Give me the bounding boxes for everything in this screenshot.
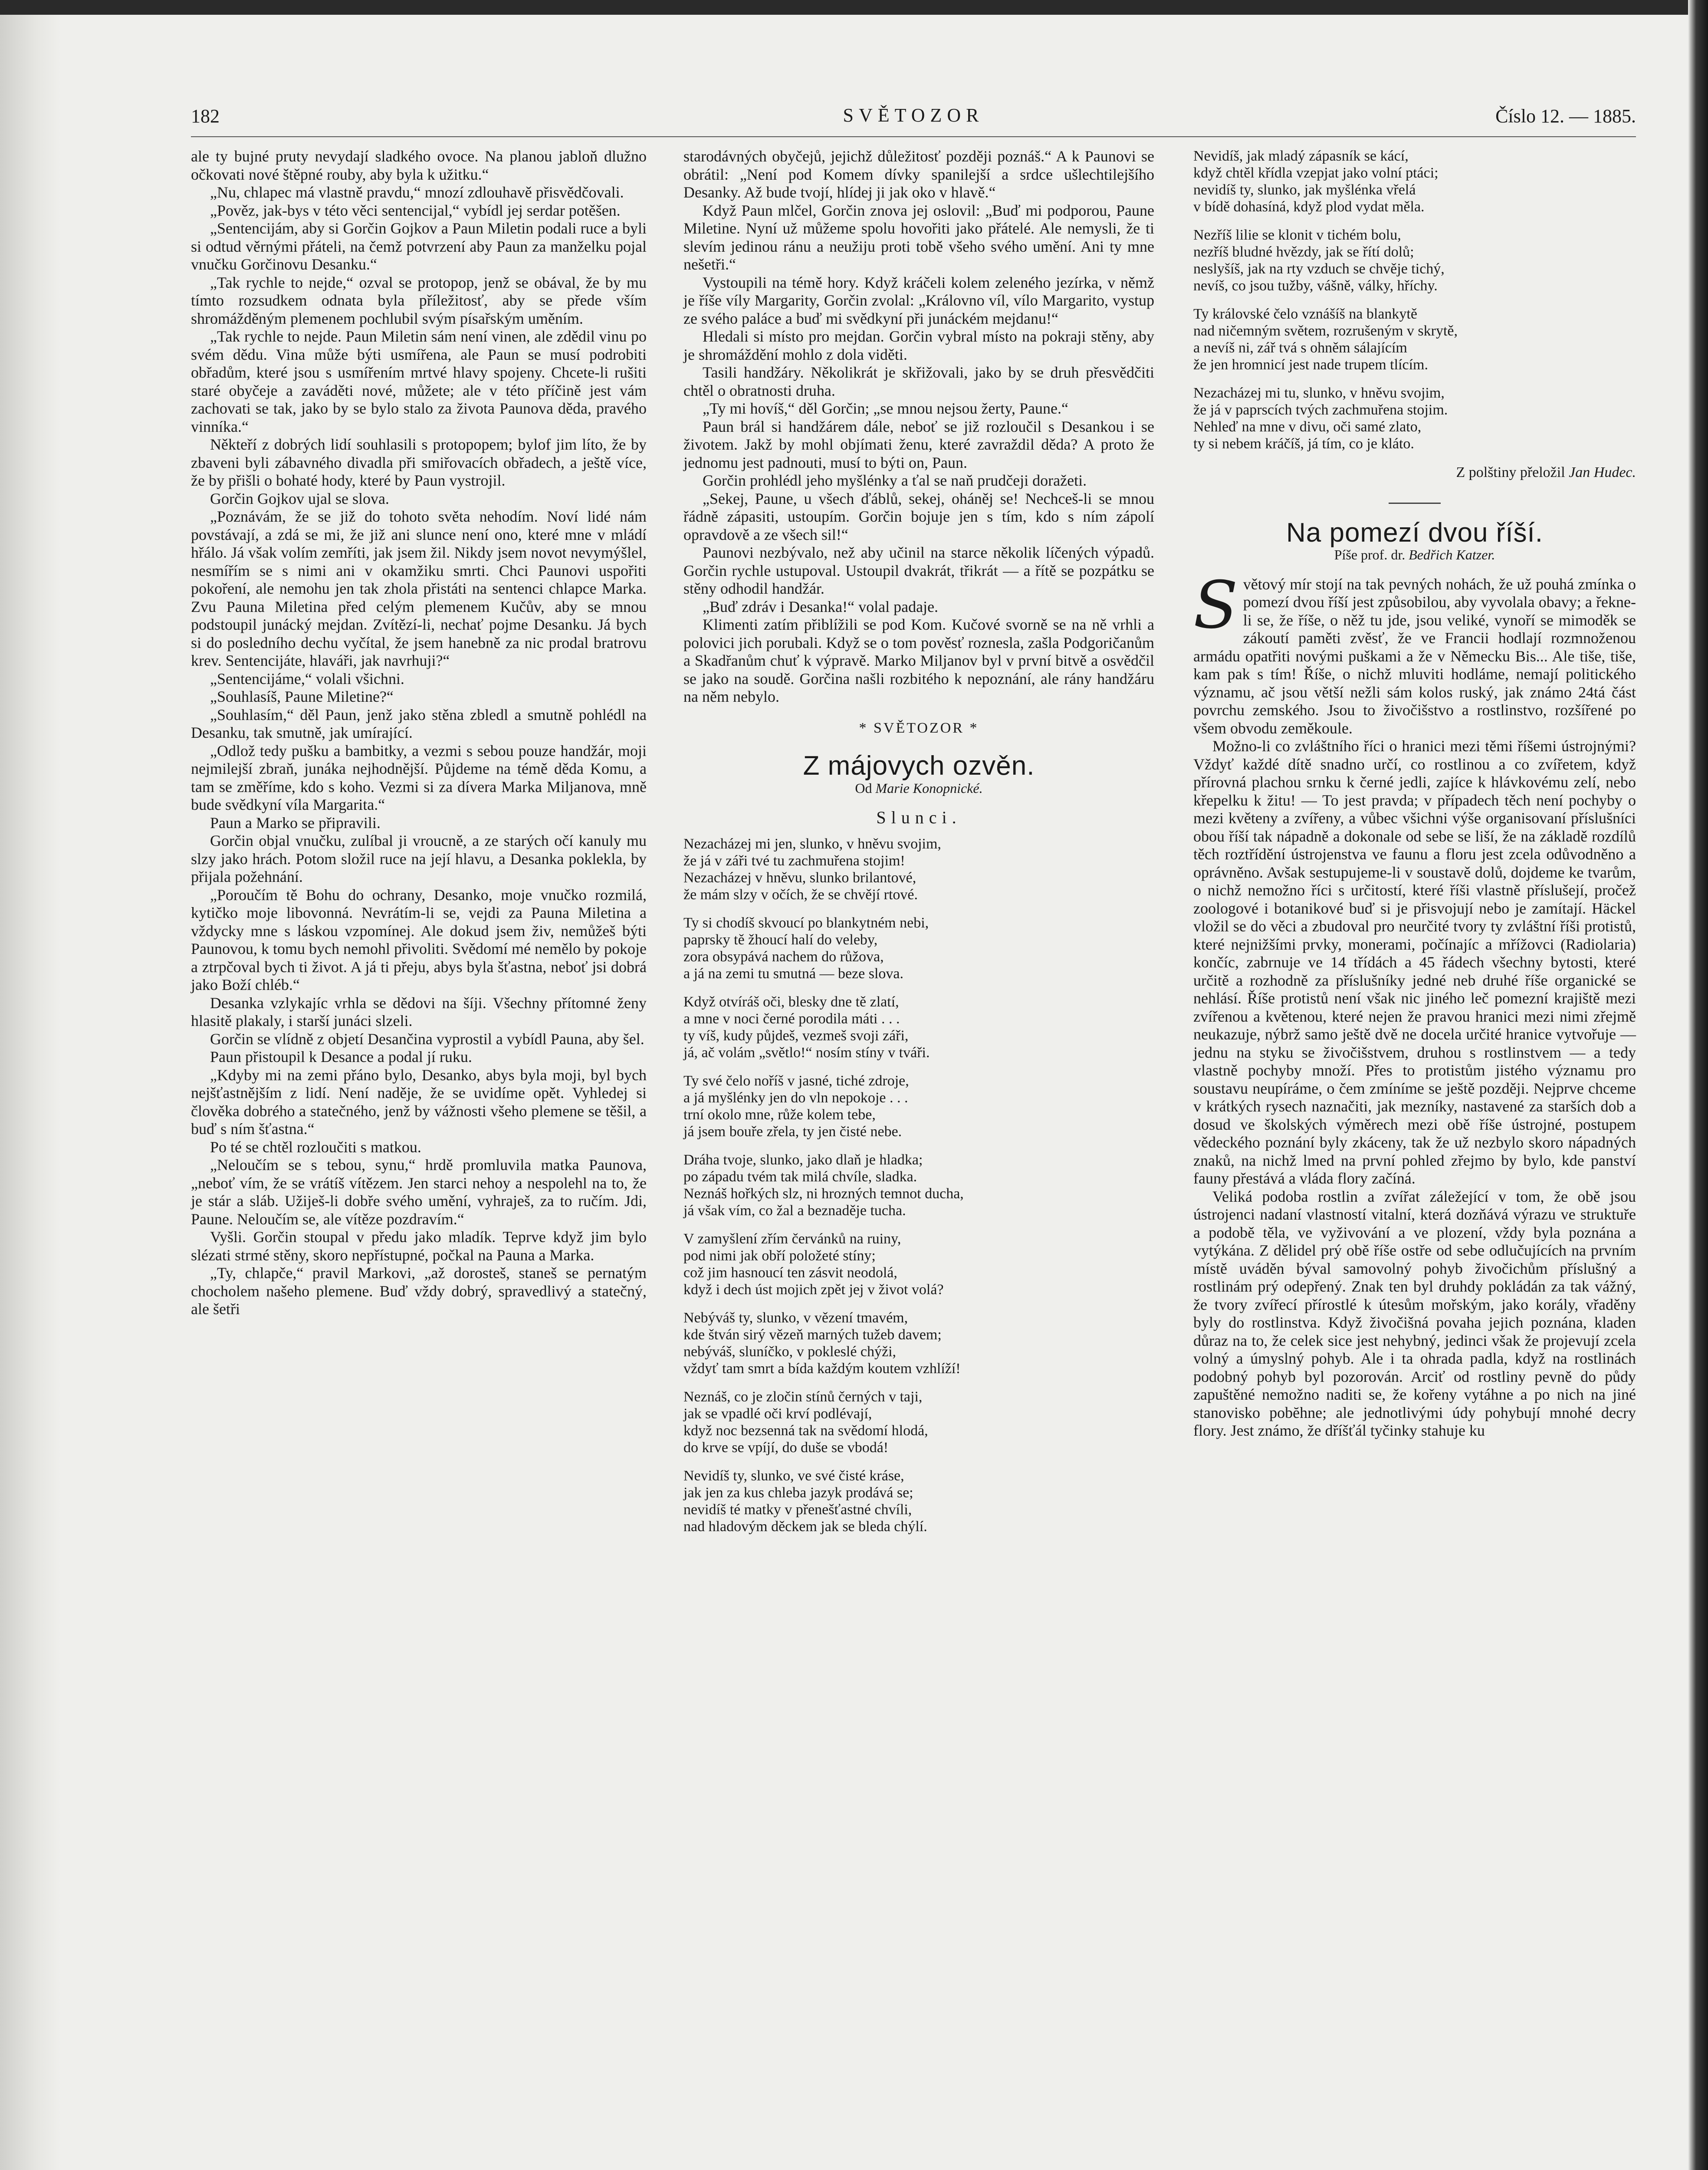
paragraph: Paunovi nezbývalo, než aby učinil na starce několik líčených výpadů. Gorčin rychle ustupoval. Ustoupil dvakrát, třikrát — a řítě se pozpátku se stěny odhodil handžár. xyxy=(683,544,1154,597)
verse-line: Ty své čelo noříš v jasné, tiché zdroje, xyxy=(683,1072,909,1089)
section-separator: * SVĚTOZOR * xyxy=(859,720,979,736)
verse-line: nevidíš té matky v přenešťastné chvíli, xyxy=(683,1501,912,1518)
verse-line: jak se vpadlé oči krví podlévají, xyxy=(683,1405,872,1422)
paragraph: „Ty, chlapče,“ pravil Markovi, „až dorosteš, staneš se pernatým chocholem našeho plemene. Buď vždy dobrý, spravedlivý a statečný, ale šetři xyxy=(191,1264,647,1318)
paragraph: Klimenti zatím přiblížili se pod Kom. Kučové svorně se na ně vrhli a polovici jich porubali. Když se o tom pověsť roznesla, zašla Podgoričanům a Skadřanům chuť k výpravě. Marko Miljanov byl v první bitvě a osvědčil se jako na soudě. Gorčina našli rozbitého k nepoznání, ale rány handžáru na něm nebylo. xyxy=(683,616,1154,705)
verse-line: nezříš bludné hvězdy, jak se řítí dolů; xyxy=(1193,244,1414,260)
verse-line: v bídě dohasíná, když plod vydat měla. xyxy=(1193,199,1425,215)
article-paragraph xyxy=(1193,567,1636,738)
verse-line: když chtěl křídla vzepjat jako volní ptáci; xyxy=(1193,165,1439,181)
article-paragraph: Veliká podoba rostlin a zvířat záležející v tom, že obě jsou ústrojenci nadaní vlastností vitalní, která dozňává výrazu ve struktuře a podobě těla, ve vyživování a ve plození, vždy byla poznána a vytýkána. Z dělidel prý obě říše ostře od sebe odlučujících na prvním místě uváděn býval samovolný pohyb živočichům příslušný a rostlinám prý odepřený. Znak ten byl druhdy pokládán za tak vážný, že tvory zvířecí přírostlé k útesům mořským, jako korály, vřaděny byly do rostlinstva. Když živočišná povaha jejich poznána, kladen důraz na to, že celek sice jest nehybný, jedinci však že projevují zcela volný a úmyslný pohyb. Ale i ta ohrada padla, když na rostlinách podobný pohyb byl pozorován. Arciť od rostliny pevně do půdy zapuštěné nemožno naditi se, že kořeny vytáhne a po nich na jiné stanovisko pobĕhne; ale jednotlivými údy pohybují mnohé decry flory. Jest známo, že dříšťál tyčinky stahuje ku xyxy=(1193,1187,1636,1439)
article-author: Bedřich Katzer. xyxy=(1409,547,1495,562)
poem-byline-prefix: Od xyxy=(855,780,872,796)
stanza xyxy=(1193,306,1636,373)
verse-line: já, ač volám „světlo!“ nosím stíny v tváři. xyxy=(683,1044,930,1061)
stanza xyxy=(683,1388,1154,1456)
verse-line: V zamyšlení zřím červánků na ruiny, xyxy=(683,1230,901,1247)
verse-line: Ty královské čelo vznášíš na blankytě xyxy=(1193,306,1417,322)
article-paragraph: Možno-li co zvláštního říci o hranici mezi těmi říšemi ústrojnými? Vždyť každé dítě snadno určí, co rostlinou a co zvířetem, když přírovná plachou srnku k černé jedli, zajíce k hlávkovému zelí, nebo křepelku k žitu! — To jest pravda; v případech těch není pochyby o mezi květeny a zvířeny, a vůbec všichni výše organisovaní příslušníci obou říší tak nápadně a dokonale od sebe se liší, že na základě rozdílů těch roztřídění ústrojenstva ve faunu a floru jest zcela odůvodněno a oprávněno. Avšak sestupujeme-li v soustavě dolů, dojdeme ke tvarům, o nichž nemožno říci s určitostí, které říši vlastně příslušejí, pročež zoologové i botanikové buď si je přisvojují nebo je zamítají. Häckel vložil se do věci a zbudoval pro neurčité tvory ty zvláštní říši protistů, které nejnižšími prvky, monerami, počínajíc a mřížovci (Radiolaria) končíc, zabrnuje ve 14 třídách a 45 řádech všechny bytosti, které určitě a rozhodně za příslušníky jedné neb druhé říše organické se nehlásí. Říše protistů není však nic jiného leč pomezní krajiště mezi zvířenou a květenou, které nejen že pravou hranici mezi nimi zřejmě neukazuje, nýbrž samo ještě dvě ne docela určité hranice vytvořuje — jednu na styku se živočišstvem, druhou s rostlinstvem — a tedy vlastně pochyby množí. Přes to protistům jistého významu pro soustavu neupíráme, o čem zmíníme se ještě později. Nejprve chceme v krátkých rysech naznačiti, jak mezníky, nastavené za starších dob a dosud ve školských výměrech mezi obě říše ústrojné, postupem vědeckého poznání byly zkáceny, tak že už nezbylo skoro nápadných znaků, na nichž lmed na první pohled zřejmo by bylo, kde panství fauny přestává a vláda flory začíná. xyxy=(1193,737,1636,1187)
paragraph: Když Paun mlčel, Gorčin znova jej oslovil: „Buď mi podporou, Paune Miletine. Nyní už můžeme spolu hovořiti jako přátelé. Ale nemysli, že ti slevím jedinou ránu a neužiju proti tobě všeho svého umění. Ani ty mne nešetři.“ xyxy=(683,201,1154,273)
verse-line: vždyť tam smrt a bída každým koutem vzhlíží! xyxy=(683,1360,961,1377)
page-binding-shadow xyxy=(0,0,61,2170)
article-divider xyxy=(1389,503,1441,504)
stanza xyxy=(683,1151,1154,1219)
verse-line: a mne v noci černé porodila máti . . . xyxy=(683,1010,900,1027)
header-rule xyxy=(191,136,1636,137)
article-text: větový mír stojí na tak pevných nohách, že už pouhá zmínka o pomezí dvou říší jest způsobilou, aby vyvolala obavy; a řekne-li se, že říše, o něž tu jde, jsou veliké, vynoří se mimoděk se zákoutí paměti zvěsť, že ve Francii hodlají rozmnoženou armádu opatřiti novými puškami a že v Německu Bis... Ale tiše, tiše, kam pak s tím! Říše, o nichž mluviti hodláme, nemají politického významu, ač jsou větší nežli sám kolos ruský, jak známo 24tá část povrchu zemského. Jsou to živočišstvo a rostlinstvo, rozšířené po všem obvodu zeměkoule. xyxy=(1193,575,1636,737)
poem-subtitle: Slunci. xyxy=(876,808,962,827)
paragraph: „Odlož tedy pušku a bambitky, a vezmi s sebou pouze handžár, moji nejmilejší zbraň, junáka nejhodnější. Půjdeme na témě děda Komu, a tam se změříme, kdo s koho. Vezmi si za dívera Marka Miljanova, mně bude svědkyní víla Margarita.“ xyxy=(191,742,647,813)
scan-top-edge xyxy=(0,0,1708,15)
stanza xyxy=(683,993,1154,1061)
paragraph: „Nu, chlapec má vlastně pravdu,“ mnozí zdlouhavě přisvědčovali. xyxy=(210,184,624,201)
verse-line: Nevidíš ty, slunko, ve své čisté kráse, xyxy=(683,1467,904,1484)
stanza xyxy=(683,1309,1154,1377)
paragraph: „Souhlasíš, Paune Miletine?“ xyxy=(210,688,394,705)
verse-line: že já v záři tvé tu zachmuřena stojim! xyxy=(683,852,905,869)
verse-line: Neznáš hořkých slz, ni hrozných temnot ducha, xyxy=(683,1185,964,1202)
verse-line: a já na zemi tu smutná — beze slova. xyxy=(683,965,903,982)
paragraph: „Poznávám, že se již do tohoto světa nehodím. Noví lidé nám povstávají, a zdá se mi, že již ani slunce není ono, které mne v mládí hřálo. Já však volím zemříti, jak jsem žil. Nikdy jsem novot nevymýšlel, nesmířím se s nimi ani v okamžiku smrti. Chci Paunovi uspořiti pokoření, ale nemohu jen tak zhola přistáti na sentenci chlapce Marka. Zvu Pauna Miletina před celým plemenem Kučův, aby se mnou podstoupil junácký mejdan. Zvítězí-li, nechať pojme Desanku. Já bych si do posledního dechu vyčítal, že jsem hanebně za nic prodal bratrovu krev. Sentencijáte, hlaváři, jak navrhuji?“ xyxy=(191,508,647,669)
verse-line: když i dech úst mojich zpět jej v život volá? xyxy=(683,1281,944,1298)
paragraph: Vyšli. Gorčin stoupal v předu jako mladík. Teprve když jim bylo slézati strmé stěny, skoro nepřístupné, počkal na Pauna a Marka. xyxy=(191,1228,647,1264)
translator-credit xyxy=(1193,464,1636,482)
verse-line: že jen hromnicí jest nade trupem tlícím. xyxy=(1193,357,1428,373)
verse-line: Ty si chodíš skvoucí po blankytném nebi, xyxy=(683,914,929,931)
paragraph: „Tak rychle to nejde,“ ozval se protopop, jenž se obával, že by mu tímto rozsudkem odnata byla příležitosť, aby se přede vším shromážděným plemenem pochlubil svým písařským uměním. xyxy=(191,273,647,327)
verse-line: Dráha tvoje, slunko, jako dlaň je hladka; xyxy=(683,1151,923,1168)
verse-line: trní okolo mne, růže kolem tebe, xyxy=(683,1106,876,1123)
verse-line: nebýváš, sluníčko, v pokleslé chýži, xyxy=(683,1343,897,1360)
verse-line: nad ničemným světem, rozrušeným v skrytě, xyxy=(1193,323,1458,339)
paragraph: Gorčin prohlédl jeho myšlénky a ťal se naň prudčeji doražeti. xyxy=(703,472,1087,489)
paragraph: Paun přistoupil k Desance a podal jí ruku. xyxy=(210,1048,472,1065)
paragraph: Gorčin objal vnučku, zulíbal ji vroucně, a ze starých očí kanuly mu slzy jako hrách. Potom složil ruce na její hlavu, a Desanka poklekla, by přijala požehnání. xyxy=(191,832,647,885)
verse-line: já jsem bouře zřela, ty jen čisté nebe. xyxy=(683,1123,902,1140)
verse-line: po západu tvém tak milá chvíle, sladka. xyxy=(683,1168,917,1185)
paragraph: Paun a Marko se připravili. xyxy=(210,814,381,832)
poem-stanzas-continued xyxy=(1193,148,1636,452)
paragraph: ale ty bujné pruty nevydají sladkého ovoce. Na planou jabloň dlužno očkovati nové štěpné rouby, aby byla k užitku.“ xyxy=(191,148,647,183)
paragraph: Gorčin se vlídně z objetí Desančina vyprostil a vybídl Pauna, aby šel. xyxy=(210,1030,644,1048)
article-title: Na pomezí dvou říší. xyxy=(1286,517,1544,548)
paragraph: Tasili handžáry. Několikrát je skřižovali, jako by se druh přesvědčiti chtěl o obratnosti druha. xyxy=(683,364,1154,399)
paragraph: „Souhlasím,“ děl Paun, jenž jako stěna zbledl a smutně pohlédl na Desanku, tak smutně, jak umírající. xyxy=(191,706,647,741)
verse-line: Nezacházej v hněvu, slunko brilantové, xyxy=(683,869,916,886)
verse-line: Nehleď na mne v divu, oči samé zlato, xyxy=(1193,419,1422,435)
verse-line: nevidíš ty, slunko, jak myšlénka vřelá xyxy=(1193,182,1416,198)
verse-line: jak jen za kus chleba jazyk prodává se; xyxy=(683,1484,913,1501)
column-1 xyxy=(191,148,647,1318)
verse-line: pod nimi jak obří položeté stíny; xyxy=(683,1247,876,1264)
stanza xyxy=(683,835,1154,903)
paragraph: „Sekej, Paune, u všech ďáblů, sekej, oháněj se! Nechceš-li se mnou řádně zápasiti, ustoupím. Gorčin bojuje jen s tím, kdo s ním zápolí opravdově a ze všech sil!“ xyxy=(683,490,1154,543)
paragraph: „Sentencijám, aby si Gorčin Gojkov a Paun Miletin podali ruce a byli si odtud věrnými přáteli, na čemž potvrzení aby Paun za manželku pojal vnučku Gorčinovu Desanku.“ xyxy=(191,220,647,273)
verse-line: a já myšlénky jen do vln nepokoje . . . xyxy=(683,1089,908,1106)
poem-author: Marie Konopnické. xyxy=(875,780,983,796)
translator-name: Jan Hudec. xyxy=(1569,464,1636,480)
verse-line: Nezříš lilie se klonit v tichém bolu, xyxy=(1193,227,1401,243)
paragraph: Desanka vzlykajíc vrhla se dědovi na šíji. Všechny přítomné ženy hlasitě plakaly, i starší junáci slzeli. xyxy=(191,994,647,1029)
paragraph: Po té se chtěl rozloučiti s matkou. xyxy=(210,1138,421,1156)
magazine-title: SVĚTOZOR xyxy=(843,105,984,126)
article-byline-prefix: Píše prof. dr. xyxy=(1334,547,1406,562)
paragraph: Paun brál si handžárem dále, neboť se již rozloučil s Desankou i se životem. Jakž by mohl objímati ženu, které zavraždil děda? A proto že jednomu jest padnouti, musí to býti on, Paun. xyxy=(683,418,1154,471)
verse-line: Neznáš, co je zločin stínů černých v taji, xyxy=(683,1388,923,1405)
stanza xyxy=(683,1467,1154,1535)
running-header xyxy=(191,100,1636,135)
poem-stanzas xyxy=(683,835,1154,1535)
verse-line: že mám slzy v očích, že se chvějí rtové. xyxy=(683,886,918,903)
verse-line: Nevidíš, jak mladý zápasník se kácí, xyxy=(1193,148,1409,164)
paragraph: Někteří z dobrých lidí souhlasili s protopopem; bylof jim líto, že by zbaveni byli zábavného divadla při smiřovacích obřadech, a ještě více, že by přišli o bohaté hody, které by Paun vystrojil. xyxy=(191,436,647,489)
issue-label: Číslo 12. — 1885. xyxy=(1495,105,1636,127)
paragraph: „Tak rychle to nejde. Paun Miletin sám není vinen, ale zdědil vinu po svém dědu. Vina může býti usmířena, ale Paun se musí podrobiti obřadům, které jsou s usmířením mrtvé hlavy spojeny. Chcete-li rušiti staré obyčeje a zaváděti nové, můžete; ale v této příčině jest vám zachovati se tak, jako by se bylo stalo za života Paunova děda, pravého vinníka.“ xyxy=(191,328,647,435)
verse-line: paprsky tě žhoucí halí do veleby, xyxy=(683,931,878,948)
column-3 xyxy=(1193,148,1636,1440)
verse-line: ty si nebem kráčíš, já tím, co je kláto. xyxy=(1193,436,1414,452)
stanza xyxy=(1193,227,1636,294)
paragraph: Gorčin Gojkov ujal se slova. xyxy=(210,490,389,507)
verse-line: a nevíš ni, zář tvá s ohněm sálajícím xyxy=(1193,340,1407,356)
stanza xyxy=(1193,148,1636,215)
drop-cap-letter: S xyxy=(1193,567,1238,643)
paragraph: „Pověz, jak-bys v této věci sentencijal,“ vybídl jej serdar potěšen. xyxy=(210,201,621,219)
verse-line: kde štván sirý vězeň marných tužeb davem; xyxy=(683,1326,942,1343)
verse-line: když noc bezsenná tak na svědomí hlodá, xyxy=(683,1422,928,1439)
verse-line: Když otvíráš oči, blesky dne tě zlatí, xyxy=(683,993,899,1010)
paragraph: starodávných obyčejů, jejichž důležitosť později poznáš.“ A k Paunovi se obrátil: „Není pod Komem dívky spanilejší a srdce ušlechtilejšího Desanky. Až bude tvojí, hlídej ji jak oko v hlavě.“ xyxy=(683,148,1154,201)
verse-line: že já v paprscích tvých zachmuřena stojim. xyxy=(1193,402,1448,418)
paragraph: „Neloučím se s tebou, synu,“ hrdě promluvila matka Paunova, „neboť vím, že se vrátíš vítězem. Jen starci nehoy a nespolehl na to, že je stár a sláb. Užiješ-li dobře svého umění, vyhraješ, za to ručím. Jdi, Paune. Neloučím se, ale vítěze pozdravím.“ xyxy=(191,1156,647,1228)
paragraph: Hledali si místo pro mejdan. Gorčin vybral místo na pokraji stěny, aby je shromáždění mohlo z dola viděti. xyxy=(683,328,1154,363)
paragraph: „Poroučím tě Bohu do ochrany, Desanko, moje vnučko rozmilá, kytičko moje libovonná. Nevrátím-li se, vejdi za Pauna Miletina a vždycky mne s láskou vzpomínej. Ale dokud jsem živ, nemůžeš býti Paunovou, k tomu bych nemohl přivoliti. Svědomí mé nemělo by pokoje a ztrpčoval bych ti život. A já ti přeju, abys byla šťastna, neboť jsi dobrá jako Boží chléb.“ xyxy=(191,886,647,993)
verse-line: nevíš, co jsou tužby, vášně, války, hříchy. xyxy=(1193,278,1438,294)
verse-line: zora obsypává nachem do růžova, xyxy=(683,948,884,965)
verse-line: Nezacházej mi jen, slunko, v hněvu svojim, xyxy=(683,835,941,852)
page-number: 182 xyxy=(191,105,220,127)
scan-right-edge xyxy=(1688,0,1708,2170)
paragraph: Vystoupili na témě hory. Když kráčeli kolem zeleného jezírka, v němž je říše víly Margarity, Gorčin zvolal: „Královno víl, vílo Margarito, vystup ze svého paláce a buď mi svědkyní při junáckém mejdanu!“ xyxy=(683,273,1154,327)
magazine-page xyxy=(191,100,1636,2170)
verse-line: Nebýváš ty, slunko, v vězení tmavém, xyxy=(683,1309,908,1326)
verse-line: což jim hasnoucí ten zásvit neodolá, xyxy=(683,1264,897,1281)
article-byline xyxy=(1193,546,1636,564)
stanza xyxy=(683,1230,1154,1298)
poem-byline xyxy=(683,779,1154,798)
translator-prefix: Z polštiny přeložil xyxy=(1456,464,1565,480)
verse-line: já však vím, co žal a beznaděje tucha. xyxy=(683,1202,906,1219)
paragraph: „Ty mi hovíš,“ děl Gorčin; „se mnou nejsou žerty, Paune.“ xyxy=(703,400,1068,417)
verse-line: ty víš, kudy půjdeš, vezmeš svoji záři, xyxy=(683,1027,909,1044)
verse-line: nad hladovým děckem jak se bleda chýlí. xyxy=(683,1518,927,1535)
poem-title: Z májovych ozvěn. xyxy=(803,751,1035,781)
verse-line: do krve se vpíjí, do duše se vbodá! xyxy=(683,1439,889,1456)
paragraph: „Kdyby mi na zemi přáno bylo, Desanko, abys byla moji, byl bych nejšťastnějším z lidí. Není naděje, že se uvidíme opět. Vyhledej si člověka dobrého a statečného, jenž by vážnosti všeho plemene se těšil, a buď s ním šťastna.“ xyxy=(191,1066,647,1138)
paragraph: „Sentencijáme,“ volali všichni. xyxy=(210,670,404,687)
verse-line: neslyšíš, jak na rty vzduch se chvěje tichý, xyxy=(1193,261,1445,277)
stanza xyxy=(683,914,1154,982)
paragraph: „Buď zdráv i Desanka!“ volal padaje. xyxy=(703,598,939,615)
column-2 xyxy=(683,148,1154,1546)
stanza xyxy=(1193,385,1636,452)
verse-line: Nezacházej mi tu, slunko, v hněvu svojim, xyxy=(1193,385,1445,401)
stanza xyxy=(683,1072,1154,1140)
